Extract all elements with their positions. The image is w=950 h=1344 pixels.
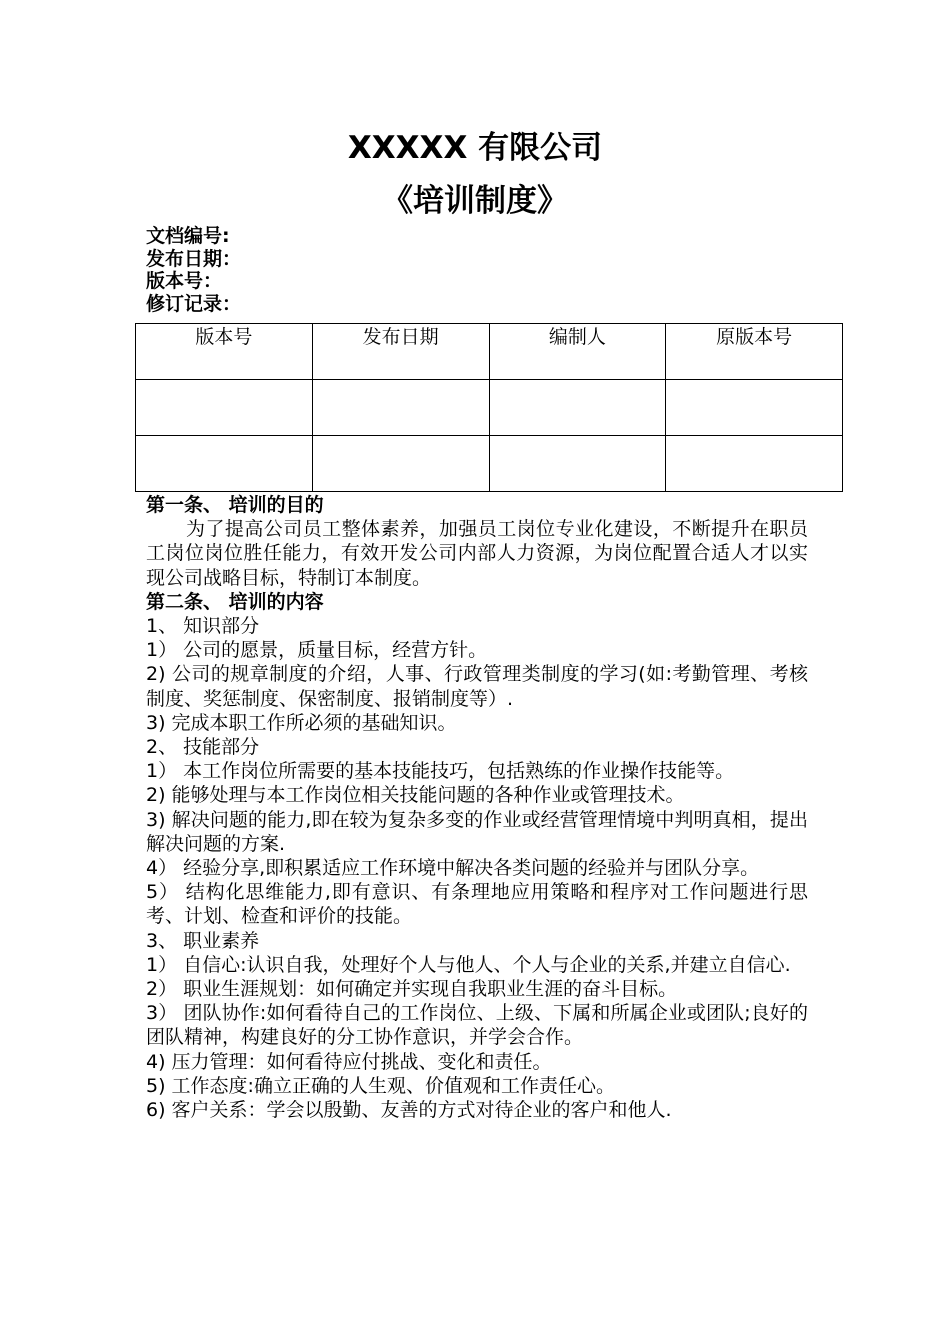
version-label: 版本号： [146,270,223,292]
doc-number-label: 文档编号: [146,225,230,247]
table-cell [489,436,666,492]
list-item: 6) 客户关系：学会以殷勤、友善的方式对待企业的客户和他人. [146,1099,672,1122]
section-professionalism-heading: 3、 职业素养 [146,929,260,952]
table-cell [666,380,843,436]
table-row [136,380,843,436]
document-title: 《培训制度》 [382,183,568,219]
header-original-version: 原版本号 [666,324,843,380]
header-publish-date: 发布日期 [312,324,489,380]
revision-label: 修订记录： [146,292,242,315]
list-item: 4） 经验分享,即积累适应工作环境中解决各类问题的经验并与团队分享。 [146,857,760,880]
article-2-heading: 第二条、 培训的内容 [146,590,324,613]
table-cell [136,436,313,492]
list-item: 2） 职业生涯规划：如何确定并实现自我职业生涯的奋斗目标。 [146,978,678,1001]
list-item: 2) 能够处理与本工作岗位相关技能问题的各种作业或管理技术。 [146,784,685,807]
header-author: 编制人 [489,324,666,380]
list-item: 2) 公司的规章制度的介绍，人事、行政管理类制度的学习(如:考勤管理、考核制度、奖惩制度、保密制度、报销制度等）. [146,663,808,710]
article-1-paragraph: 为了提高公司员工整体素养，加强员工岗位专业化建设，不断提升在职员工岗位岗位胜任能力，有效开发公司内部人力资源，为岗位配置合适人才以实现公司战略目标，特制订本制度。 [146,518,808,589]
publish-date-label: 发布日期： [146,247,242,270]
list-item: 3) 完成本职工作所必须的基础知识。 [146,711,457,734]
revision-table-header-row [136,324,843,380]
table-cell [489,380,666,436]
list-item: 1） 本工作岗位所需要的基本技能技巧，包括熟练的作业操作技能等。 [146,760,735,783]
table-cell [666,436,843,492]
header-version: 版本号 [136,324,313,380]
list-item: 1） 自信心:认识自我，处理好个人与他人、个人与企业的关系,并建立自信心. [146,953,791,976]
list-item: 4) 压力管理：如何看待应付挑战、变化和责任。 [146,1050,552,1073]
list-item: 3） 团队协作:如何看待自己的工作岗位、上级、下属和所属企业或团队;良好的团队精神，构建良好的分工协作意识，并学会合作。 [146,1002,808,1049]
list-item: 3) 解决问题的能力,即在较为复杂多变的作业或经营管理情境中判明真相，提出解决问题的方案. [146,808,808,855]
table-cell [312,436,489,492]
document-meta [146,225,241,315]
list-item: 1） 公司的愿景，质量目标，经营方针。 [146,639,488,662]
table-cell [312,380,489,436]
table-cell [136,380,313,436]
section-skills-heading: 2、 技能部分 [146,736,260,759]
list-item: 5） 结构化思维能力,即有意识、有条理地应用策略和程序对工作问题进行思考、计划、检查和评价的技能。 [146,881,808,928]
company-title: XXXXX 有限公司 [347,130,603,166]
document-body [146,493,808,1122]
revision-table [135,323,843,492]
list-item: 5) 工作态度:确立正确的人生观、价值观和工作责任心。 [146,1074,615,1097]
section-knowledge-heading: 1、 知识部分 [146,615,260,638]
table-row [136,436,843,492]
article-1-heading: 第一条、 培训的目的 [146,494,324,516]
